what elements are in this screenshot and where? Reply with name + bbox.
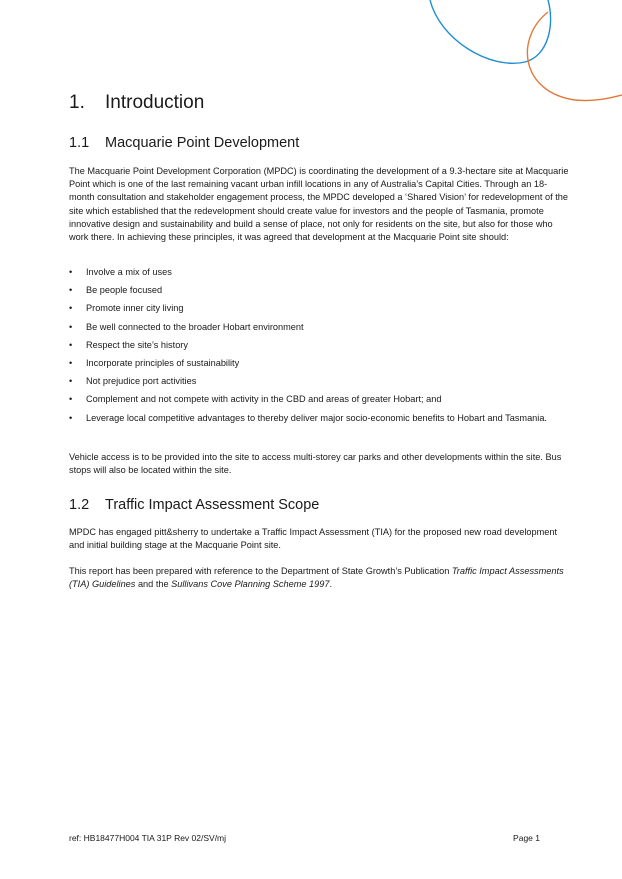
bullet-icon: • [69,358,73,369]
list-item-text: Involve a mix of uses [86,267,172,277]
bullet-icon: • [69,285,73,296]
list-item-text: Be well connected to the broader Hobart environment [86,321,304,332]
section-2-title: Traffic Impact Assessment Scope [105,497,320,513]
section-1-number: 1.1 [69,135,90,151]
orange-arc [527,12,622,101]
list-item-text: Complement and not compete with activity in the CBD and areas of greater Hobart; and [86,394,442,405]
list-item [69,339,572,352]
list-item-text: Promote inner city living [86,303,184,314]
report-prefix: This report has been prepared with reference to the Department of State Growth’s Publication [69,566,452,576]
list-item-text: Incorporate principles of sustainability [86,358,240,369]
list-item [69,393,572,406]
main-heading [69,92,204,114]
report-suffix: . [329,579,333,590]
main-heading-title: Introduction [105,92,205,113]
principles-list [69,266,572,430]
document-reference: ref: HB18477H004 TIA 31P Rev 02/SV/mj [69,833,227,843]
planning-scheme-title: Sullivans Cove Planning Scheme 1997 [171,579,330,590]
list-item-text: Be people focused [86,285,163,296]
list-item-text: Respect the site’s history [86,339,188,350]
list-item [69,412,572,425]
page-footer [69,833,540,843]
page-number: Page 1 [513,833,540,843]
list-item [69,357,572,370]
intro-paragraph: The Macquarie Point Development Corporation (MPDC) is coordinating the development of a 9.3-hectare site at Macquarie Point which is one of the last remaining vacant urban infill locations in any of Australia’s Capital Cities. Through an 18-month consultation and stakeholder engagement process, the MPDC developed a ‘Shared Vision’ for redevelopment of the site which established that the redevelopment should create value for investors and the people of Tasmania, promote innovative design and sustainability and build a sense of place, not only for residents on the site, but also for those who work there. In achieving these principles, it was agreed that development at the Macquarie Point site should: [69,166,569,243]
engagement-paragraph: MPDC has engaged pitt&sherry to undertake a Traffic Impact Assessment (TIA) for the proposed new road development and initial building stage at the Macquarie Point site. [69,527,558,551]
section-2-number: 1.2 [69,497,90,513]
bullet-icon: • [69,303,73,314]
bullet-icon: • [69,412,73,423]
bullet-icon: • [69,321,73,332]
tia-guidelines-title: Traffic Impact Assessments (TIA) Guidelines [69,566,564,590]
report-middle: and the [135,579,172,590]
section-2-heading [69,497,319,513]
list-item [69,302,572,315]
vehicle-access-paragraph: Vehicle access is to be provided into the site to access multi-storey car parks and other developments within the site. Bus stops will also be located within the site. [69,452,562,476]
list-item-text: Leverage local competitive advantages to thereby deliver major socio-economic benefits to Hobart and Tasmania. [86,412,547,423]
bullet-icon: • [69,339,73,350]
list-item [69,375,572,388]
bullet-icon: • [69,267,73,277]
list-item [69,321,572,334]
section-1-heading [69,135,299,151]
main-heading-number: 1. [69,92,85,113]
list-item [69,266,572,279]
bullet-icon: • [69,394,73,405]
report-reference-paragraph [69,565,572,591]
list-item [69,284,572,297]
section-1-title: Macquarie Point Development [105,135,300,151]
bullet-icon: • [69,376,73,387]
list-item-text: Not prejudice port activities [86,376,197,387]
